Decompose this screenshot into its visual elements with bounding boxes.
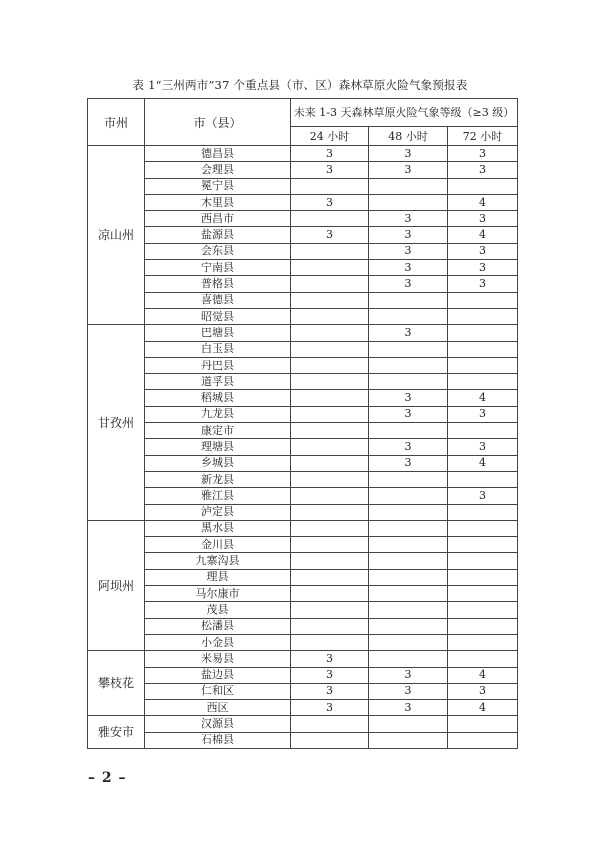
county-cell: 金川县 [145,537,291,553]
county-cell: 喜德县 [145,292,291,308]
header-24h: 24 小时 [291,127,369,146]
county-cell: 乡城县 [145,455,291,471]
county-cell: 西昌市 [145,211,291,227]
level-cell-h24 [291,178,369,194]
level-cell-h48 [369,618,448,634]
level-cell-h72: 3 [448,162,518,178]
level-cell-h24 [291,357,369,373]
county-cell: 德昌县 [145,146,291,162]
level-cell-h48 [369,732,448,748]
county-cell: 盐源县 [145,227,291,243]
level-cell-h48 [369,716,448,732]
level-cell-h24 [291,423,369,439]
county-cell: 小金县 [145,634,291,650]
level-cell-h24 [291,504,369,520]
level-cell-h24 [291,586,369,602]
level-cell-h72 [448,716,518,732]
county-cell: 昭觉县 [145,308,291,324]
table-row [88,618,518,634]
level-cell-h48 [369,537,448,553]
level-cell-h72: 3 [448,260,518,276]
county-cell: 仁和区 [145,683,291,699]
level-cell-h48 [369,504,448,520]
level-cell-h72 [448,537,518,553]
level-cell-h48: 3 [369,455,448,471]
level-cell-h48: 3 [369,227,448,243]
county-cell: 康定市 [145,423,291,439]
table-row [88,537,518,553]
table-row [88,146,518,162]
header-48h: 48 小时 [369,127,448,146]
table-row [88,455,518,471]
level-cell-h48 [369,292,448,308]
county-cell: 理塘县 [145,439,291,455]
table-row [88,325,518,341]
county-cell: 冕宁县 [145,178,291,194]
table-row [88,292,518,308]
table-row [88,586,518,602]
table-row [88,716,518,732]
table-row [88,488,518,504]
county-cell: 茂县 [145,602,291,618]
level-cell-h24 [291,260,369,276]
level-cell-h48 [369,308,448,324]
level-cell-h48: 3 [369,162,448,178]
level-cell-h48: 3 [369,325,448,341]
header-county: 市（县） [145,99,291,146]
level-cell-h24 [291,537,369,553]
level-cell-h72 [448,178,518,194]
level-cell-h24 [291,716,369,732]
level-cell-h72 [448,569,518,585]
level-cell-h72: 3 [448,243,518,259]
table-body [88,146,518,749]
table-row [88,439,518,455]
level-cell-h72: 3 [448,276,518,292]
level-cell-h24 [291,634,369,650]
county-cell: 理县 [145,569,291,585]
table-row [88,553,518,569]
level-cell-h48 [369,357,448,373]
table-row [88,667,518,683]
level-cell-h24: 3 [291,700,369,716]
header-forecast-group: 未来 1-3 天森林草原火险气象等级（≥3 级） [291,99,518,127]
county-cell: 会理县 [145,162,291,178]
table-row [88,732,518,748]
level-cell-h72 [448,651,518,667]
county-cell: 松潘县 [145,618,291,634]
county-cell: 石棉县 [145,732,291,748]
level-cell-h48 [369,374,448,390]
level-cell-h72: 4 [448,227,518,243]
level-cell-h24: 3 [291,683,369,699]
county-cell: 米易县 [145,651,291,667]
level-cell-h48: 3 [369,700,448,716]
level-cell-h72 [448,308,518,324]
county-cell: 普格县 [145,276,291,292]
county-cell: 盐边县 [145,667,291,683]
level-cell-h72: 3 [448,683,518,699]
level-cell-h72: 3 [448,488,518,504]
header-prefecture: 市州 [88,99,145,146]
county-cell: 木里县 [145,194,291,210]
table-row [88,423,518,439]
forecast-table [87,98,518,749]
prefecture-cell: 甘孜州 [88,325,145,521]
level-cell-h48 [369,194,448,210]
county-cell: 泸定县 [145,504,291,520]
level-cell-h24 [291,243,369,259]
level-cell-h72: 3 [448,439,518,455]
table-caption: 表 1“三州两市”37 个重点县（市、区）森林草原火险气象预报表 [132,78,468,92]
table-row [88,683,518,699]
level-cell-h24 [291,341,369,357]
level-cell-h48 [369,586,448,602]
prefecture-cell: 阿坝州 [88,520,145,650]
level-cell-h48 [369,178,448,194]
level-cell-h48: 3 [369,683,448,699]
county-cell: 雅江县 [145,488,291,504]
table-row [88,243,518,259]
level-cell-h72: 3 [448,406,518,422]
county-cell: 稻城县 [145,390,291,406]
level-cell-h48 [369,471,448,487]
table-row [88,390,518,406]
level-cell-h72: 4 [448,700,518,716]
table-row [88,341,518,357]
level-cell-h72 [448,471,518,487]
level-cell-h24 [291,569,369,585]
level-cell-h24: 3 [291,227,369,243]
level-cell-h24 [291,276,369,292]
level-cell-h72 [448,504,518,520]
level-cell-h48: 3 [369,146,448,162]
county-cell: 汉源县 [145,716,291,732]
level-cell-h72: 4 [448,390,518,406]
county-cell: 九寨沟县 [145,553,291,569]
level-cell-h48: 3 [369,260,448,276]
level-cell-h72: 4 [448,667,518,683]
level-cell-h48 [369,520,448,536]
level-cell-h24 [291,455,369,471]
table-row [88,357,518,373]
table-row [88,211,518,227]
level-cell-h24 [291,471,369,487]
level-cell-h24 [291,618,369,634]
level-cell-h48 [369,651,448,667]
level-cell-h72: 3 [448,146,518,162]
level-cell-h24 [291,732,369,748]
county-cell: 马尔康市 [145,586,291,602]
level-cell-h48: 3 [369,439,448,455]
level-cell-h72: 4 [448,194,518,210]
level-cell-h72 [448,357,518,373]
level-cell-h24: 3 [291,651,369,667]
prefecture-cell: 凉山州 [88,146,145,325]
level-cell-h24 [291,602,369,618]
table-row [88,651,518,667]
level-cell-h72 [448,520,518,536]
level-cell-h48 [369,602,448,618]
level-cell-h48: 3 [369,667,448,683]
level-cell-h72 [448,553,518,569]
header-72h: 72 小时 [448,127,518,146]
level-cell-h48 [369,553,448,569]
level-cell-h48: 3 [369,390,448,406]
table-row [88,700,518,716]
prefecture-cell: 雅安市 [88,716,145,749]
level-cell-h24 [291,488,369,504]
level-cell-h48: 3 [369,211,448,227]
level-cell-h24: 3 [291,667,369,683]
level-cell-h24: 3 [291,194,369,210]
level-cell-h24 [291,374,369,390]
level-cell-h48: 3 [369,406,448,422]
level-cell-h24 [291,325,369,341]
prefecture-cell: 攀枝花 [88,651,145,716]
county-cell: 新龙县 [145,471,291,487]
county-cell: 道孚县 [145,374,291,390]
level-cell-h24 [291,553,369,569]
level-cell-h48 [369,634,448,650]
table-row [88,194,518,210]
level-cell-h72 [448,602,518,618]
level-cell-h24 [291,292,369,308]
level-cell-h24: 3 [291,162,369,178]
level-cell-h72 [448,732,518,748]
level-cell-h72: 4 [448,455,518,471]
table-row [88,374,518,390]
level-cell-h48 [369,488,448,504]
level-cell-h48 [369,341,448,357]
table-row [88,276,518,292]
level-cell-h24 [291,520,369,536]
level-cell-h72 [448,325,518,341]
county-cell: 九龙县 [145,406,291,422]
county-cell: 丹巴县 [145,357,291,373]
level-cell-h24 [291,308,369,324]
table-row [88,227,518,243]
table-row [88,504,518,520]
table-row [88,178,518,194]
level-cell-h72 [448,618,518,634]
county-cell: 会东县 [145,243,291,259]
level-cell-h72 [448,586,518,602]
table-row [88,569,518,585]
level-cell-h24 [291,406,369,422]
level-cell-h72 [448,374,518,390]
table-row [88,406,518,422]
level-cell-h24 [291,211,369,227]
level-cell-h72 [448,423,518,439]
table-row [88,162,518,178]
county-cell: 白玉县 [145,341,291,357]
level-cell-h48: 3 [369,243,448,259]
level-cell-h72 [448,292,518,308]
table-row [88,520,518,536]
level-cell-h72: 3 [448,211,518,227]
table-row [88,308,518,324]
level-cell-h72 [448,634,518,650]
county-cell: 黑水县 [145,520,291,536]
level-cell-h24: 3 [291,146,369,162]
level-cell-h48 [369,569,448,585]
page-number: – 2 – [88,770,127,786]
level-cell-h48: 3 [369,276,448,292]
table-row [88,602,518,618]
level-cell-h24 [291,439,369,455]
level-cell-h72 [448,341,518,357]
table-row [88,260,518,276]
county-cell: 宁南县 [145,260,291,276]
table-row [88,471,518,487]
level-cell-h48 [369,423,448,439]
level-cell-h24 [291,390,369,406]
county-cell: 西区 [145,700,291,716]
table-row [88,634,518,650]
county-cell: 巴塘县 [145,325,291,341]
